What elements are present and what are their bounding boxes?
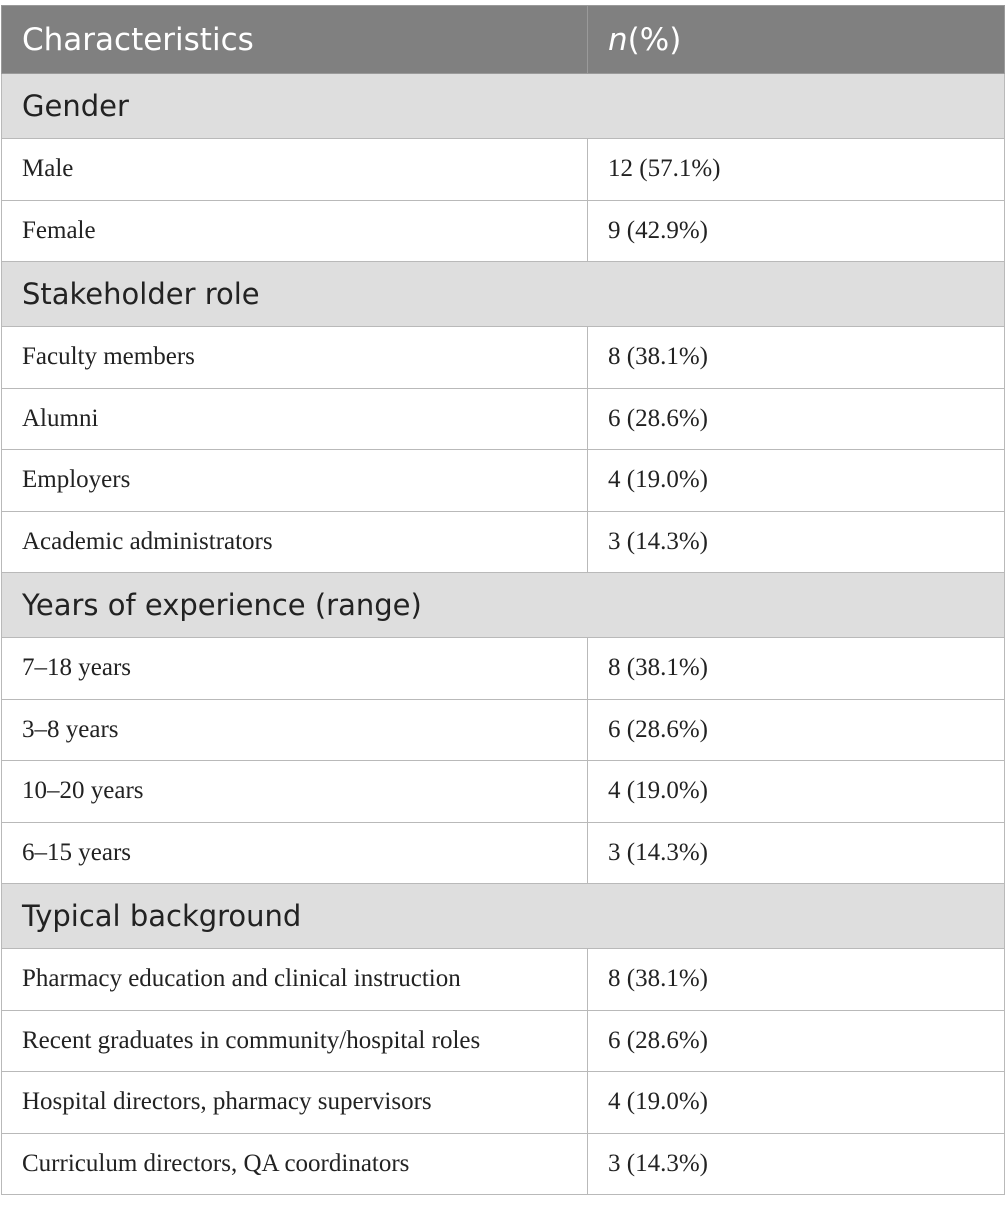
header-n-italic: n: [608, 21, 628, 58]
table-row: [2, 200, 1005, 262]
table-row: [2, 638, 1005, 700]
section-row-stakeholder-role: [2, 262, 1005, 327]
row-label: 3–8 years: [2, 699, 588, 761]
row-label: Academic administrators: [2, 511, 588, 573]
section-title: Gender: [2, 74, 1005, 139]
table-row: [2, 1010, 1005, 1072]
row-label: 7–18 years: [2, 638, 588, 700]
table-row: [2, 699, 1005, 761]
row-value: 4 (19.0%): [588, 761, 1005, 823]
table-row: [2, 139, 1005, 201]
table-row: [2, 511, 1005, 573]
row-value: 6 (28.6%): [588, 1010, 1005, 1072]
table-row: [2, 1072, 1005, 1134]
row-value: 3 (14.3%): [588, 511, 1005, 573]
characteristics-table-container: [1, 5, 1004, 1195]
section-row-typical-background: [2, 884, 1005, 949]
row-label: Male: [2, 139, 588, 201]
section-row-years-of-experience: [2, 573, 1005, 638]
row-value: 12 (57.1%): [588, 139, 1005, 201]
row-value: 3 (14.3%): [588, 822, 1005, 884]
row-value: 6 (28.6%): [588, 699, 1005, 761]
section-title: Typical background: [2, 884, 1005, 949]
header-n-percent: [588, 6, 1005, 74]
row-label: Recent graduates in community/hospital roles: [2, 1010, 588, 1072]
section-title: Years of experience (range): [2, 573, 1005, 638]
row-label: Curriculum directors, QA coordinators: [2, 1133, 588, 1195]
section-row-gender: [2, 74, 1005, 139]
row-label: Female: [2, 200, 588, 262]
row-value: 4 (19.0%): [588, 1072, 1005, 1134]
row-label: 10–20 years: [2, 761, 588, 823]
table-row: [2, 450, 1005, 512]
row-label: Alumni: [2, 388, 588, 450]
table-row: [2, 1133, 1005, 1195]
section-title: Stakeholder role: [2, 262, 1005, 327]
row-label: Hospital directors, pharmacy supervisors: [2, 1072, 588, 1134]
table-row: [2, 761, 1005, 823]
row-value: 8 (38.1%): [588, 327, 1005, 389]
row-value: 8 (38.1%): [588, 949, 1005, 1011]
row-label: Pharmacy education and clinical instruction: [2, 949, 588, 1011]
header-characteristics: Characteristics: [2, 6, 588, 74]
row-label: Employers: [2, 450, 588, 512]
row-value: 6 (28.6%): [588, 388, 1005, 450]
table-row: [2, 388, 1005, 450]
row-value: 8 (38.1%): [588, 638, 1005, 700]
characteristics-table: [1, 5, 1005, 1195]
header-percent: (%): [627, 21, 682, 58]
row-value: 3 (14.3%): [588, 1133, 1005, 1195]
row-value: 9 (42.9%): [588, 200, 1005, 262]
table-header-row: [2, 6, 1005, 74]
table-row: [2, 949, 1005, 1011]
row-label: 6–15 years: [2, 822, 588, 884]
table-row: [2, 327, 1005, 389]
row-label: Faculty members: [2, 327, 588, 389]
table-row: [2, 822, 1005, 884]
row-value: 4 (19.0%): [588, 450, 1005, 512]
